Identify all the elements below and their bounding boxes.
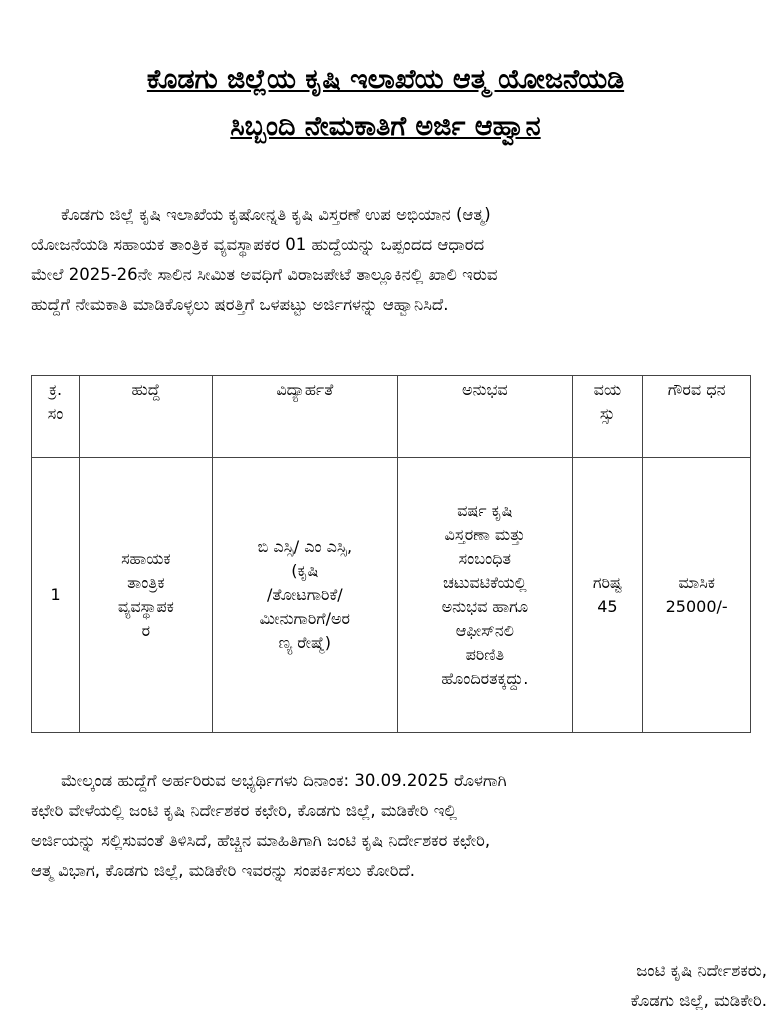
cell-qualification: ಬಿ ಎಸ್ಸಿ/ ಎಂ ಎಸ್ಸಿ, (ಕೃಷಿ /ತೋಟಗಾರಿಕೆ/ ಮೀನುಗಾರಿಗೆ/ಅರ ಣ್ಯ ರೇಷ್ಮೆ) — [212, 458, 398, 733]
document-title-line-2: ಸಿಬ್ಬಂದಿ ನೇಮಕಾತಿಗೆ ಅರ್ಜಿ ಆಹ್ವಾನ — [230, 111, 541, 142]
vacancy-table — [31, 375, 751, 733]
header-serial-number: ಕ್ರ. ಸಂ — [32, 376, 80, 458]
cell-serial-number: 1 — [32, 458, 80, 733]
header-age: ವಯ ಸ್ಸು — [572, 376, 643, 458]
header-qualification: ವಿದ್ಯಾರ್ಹತೆ — [212, 376, 398, 458]
outro-line: ಆತ್ಮ ವಿಭಾಗ, ಕೊಡಗು ಜಿಲ್ಲೆ, ಮಡಿಕೇರಿ ಇವರನ್ನು ಸಂಪರ್ಕಿಸಲು ಕೋರಿದೆ. — [31, 861, 416, 880]
intro-line: ಹುದ್ದೆಗೆ ನೇಮಕಾತಿ ಮಾಡಿಕೊಳ್ಳಲು ಷರತ್ತಿಗೆ ಒಳಪಟ್ಟು ಅರ್ಜಿಗಳನ್ನು ಆಹ್ವಾನಿಸಿದೆ. — [31, 295, 449, 314]
outro-line: ಕಛೇರಿ ವೇಳೆಯಲ್ಲಿ ಜಂಟಿ ಕೃಷಿ ನಿರ್ದೇಶಕರ ಕಛೇರಿ, ಕೊಡಗು ಜಿಲ್ಲೆ, ಮಡಿಕೇರಿ ಇಲ್ಲಿ — [31, 801, 457, 820]
table-header-row — [32, 376, 751, 458]
table-row — [32, 458, 751, 733]
cell-honorarium: ಮಾಸಿಕ 25000/- — [643, 458, 751, 733]
header-post: ಹುದ್ದೆ — [80, 376, 212, 458]
intro-line: ಯೋಜನೆಯಡಿ ಸಹಾಯಕ ತಾಂತ್ರಿಕ ವ್ಯವಸ್ಥಾಪಕರ 01 ಹುದ್ದೆಯನ್ನು ಒಪ್ಪಂದದ ಆಧಾರದ — [31, 235, 485, 254]
application-instructions-paragraph — [31, 766, 771, 886]
signatory-designation: ಜಂಟಿ ಕೃಷಿ ನಿರ್ದೇಶಕರು, — [636, 961, 767, 980]
header-experience: ಅನುಭವ — [398, 376, 572, 458]
outro-line: ಅರ್ಜಿಯನ್ನು ಸಲ್ಲಿಸುವಂತೆ ತಿಳಿಸಿದೆ, ಹೆಚ್ಚಿನ ಮಾಹಿತಿಗಾಗಿ ಜಂಟಿ ಕೃಷಿ ನಿರ್ದೇಶಕರ ಕಛೇರಿ, — [31, 831, 491, 850]
intro-paragraph — [31, 200, 771, 320]
cell-age: ಗರಿಷ್ಟ 45 — [572, 458, 643, 733]
outro-line: ಮೇಲ್ಕಂಡ ಹುದ್ದೆಗೆ ಅರ್ಹರಿರುವ ಅಭ್ಯರ್ಥಿಗಳು ದಿನಾಂಕ: 30.09.2025 ರೊಳಗಾಗಿ — [61, 771, 507, 790]
intro-line: ಮೇಲೆ 2025-26ನೇ ಸಾಲಿನ ಸೀಮಿತ ಅವಧಿಗೆ ವಿರಾಜಪೇಟೆ ತಾಲ್ಲೂಕಿನಲ್ಲಿ ಖಾಲಿ ಇರುವ — [31, 265, 498, 284]
document-title-line-1: ಕೊಡಗು ಜಿಲ್ಲೆಯ ಕೃಷಿ ಇಲಾಖೆಯ ಆತ್ಮ ಯೋಜನೆಯಡಿ — [146, 64, 625, 95]
intro-line: ಕೊಡಗು ಜಿಲ್ಲೆ ಕೃಷಿ ಇಲಾಖೆಯ ಕೃಷೋನ್ನತಿ ಕೃಷಿ ವಿಸ್ತರಣೆ ಉಪ ಅಭಿಯಾನ (ಆತ್ಮ) — [61, 205, 491, 224]
header-honorarium: ಗೌರವ ಧನ — [643, 376, 751, 458]
signatory-location: ಕೊಡಗು ಜಿಲ್ಲೆ, ಮಡಿಕೇರಿ. — [630, 991, 767, 1010]
cell-post: ಸಹಾಯಕ ತಾಂತ್ರಿಕ ವ್ಯವಸ್ಥಾಪಕ ರ — [80, 458, 212, 733]
cell-experience: ವರ್ಷ ಕೃಷಿ ವಿಸ್ತರಣಾ ಮತ್ತು ಸಂಬಂಧಿತ ಚಟುವಟಿಕೆಯಲ್ಲಿ ಅನುಭವ ಹಾಗೂ ಆಫೀಸ್‌ನಲಿ ಪರಿಣಿತಿ ಹೊಂದಿರತಕ್ಕದ್ದು. — [398, 458, 572, 733]
